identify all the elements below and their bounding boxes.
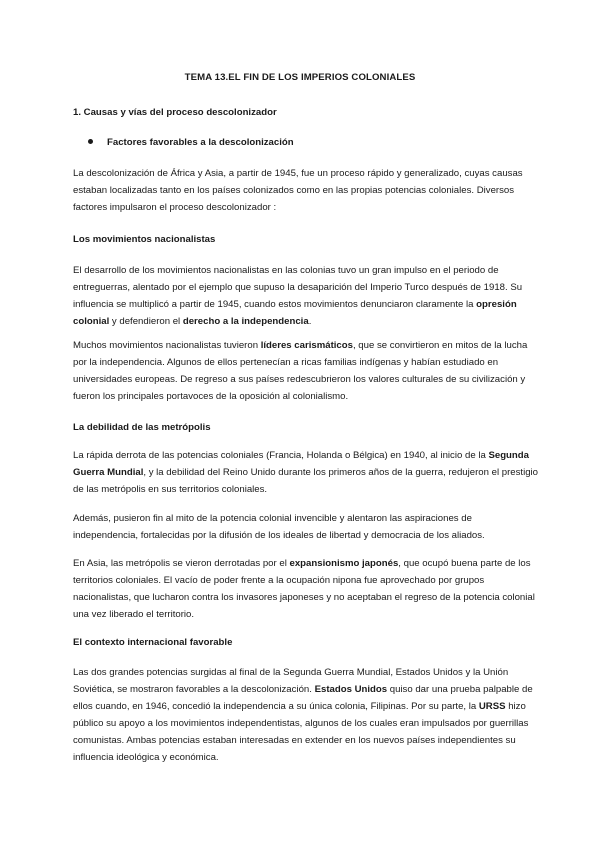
paragraph-debilidad-3: En Asia, las metrópolis se vieron derrotadas por el expansionismo japonés, que ocupó buena parte de los territorios coloniales. El vacío de poder frente a la ocupación nipona fue aprovechado por grupos nacionalistas, que lucharon contra los invasores japoneses y no aceptaban el regreso de la potencia colonial una vez liberado el territorio. — [73, 558, 535, 620]
intro-paragraph: La descolonización de África y Asia, a partir de 1945, fue un proceso rápido y generalizado, cuyas causas estaban localizadas tanto en los países colonizados como en las propias potencias coloniales. Diversos factores impulsaron el proceso descolonizador : — [73, 168, 523, 213]
bullet-text: Factores favorables a la descolonización — [107, 137, 294, 148]
paragraph-nacionalistas-2: Muchos movimientos nacionalistas tuvieron líderes carismáticos, que se convirtieron en mitos de la lucha por la independencia. Algunos de ellos pertenecían a ricas familias indígenas y habían estudiado en universidades europeas. De regreso a sus países redescubrieron los valores culturales de su civilización y fueron los principales portavoces de la oposición al colonialismo. — [73, 340, 528, 402]
bullet-item — [88, 134, 294, 151]
paragraph-nacionalistas-1: El desarrollo de los movimientos nacionalistas en las colonias tuvo un gran impulso en el periodo de entreguerras, alentado por el ejemplo que supuso la desaparición del Imperio Turco después de 1918. Su influencia se multiplicó a partir de 1945, cuando estos movimientos denunciaron claramente la opresión colonial y defendieron el derecho a la independencia. — [73, 265, 523, 327]
page-title: TEMA 13.EL FIN DE LOS IMPERIOS COLONIALES — [184, 72, 416, 83]
subheading-debilidad: La debilidad de las metrópolis — [73, 422, 211, 433]
bullet-icon — [88, 139, 93, 144]
subheading-nacionalistas: Los movimientos nacionalistas — [73, 234, 216, 245]
section-heading: 1. Causas y vías del proceso descolonizador — [73, 107, 277, 118]
subheading-contexto: El contexto internacional favorable — [73, 637, 233, 648]
paragraph-debilidad-1: La rápida derrota de las potencias coloniales (Francia, Holanda o Bélgica) en 1940, al inicio de la Segunda Guerra Mundial, y la debilidad del Reino Unido durante los primeros años de la guerra, redujeron el prestigio de las metrópolis en sus territorios coloniales. — [73, 450, 539, 495]
paragraph-debilidad-2: Además, pusieron fin al mito de la potencia colonial invencible y alentaron las aspiraciones de independencia, fortalecidas por la difusión de los ideales de libertad y democracia de los aliados. — [73, 513, 485, 541]
paragraph-contexto: Las dos grandes potencias surgidas al final de la Segunda Guerra Mundial, Estados Unidos y la Unión Soviética, se mostraron favorables a la descolonización. Estados Unidos quiso dar una prueba palpable de ellos cuando, en 1946, concedió la independencia a su única colonia, Filipinas. Por su parte, la URSS hizo público su apoyo a los movimientos independentistas, algunos de los cuales eran impulsados por guerrillas comunistas. Ambas potencias estaban interesadas en extender en los nuevos países independientes su influencia ideológica y económica. — [73, 667, 533, 763]
